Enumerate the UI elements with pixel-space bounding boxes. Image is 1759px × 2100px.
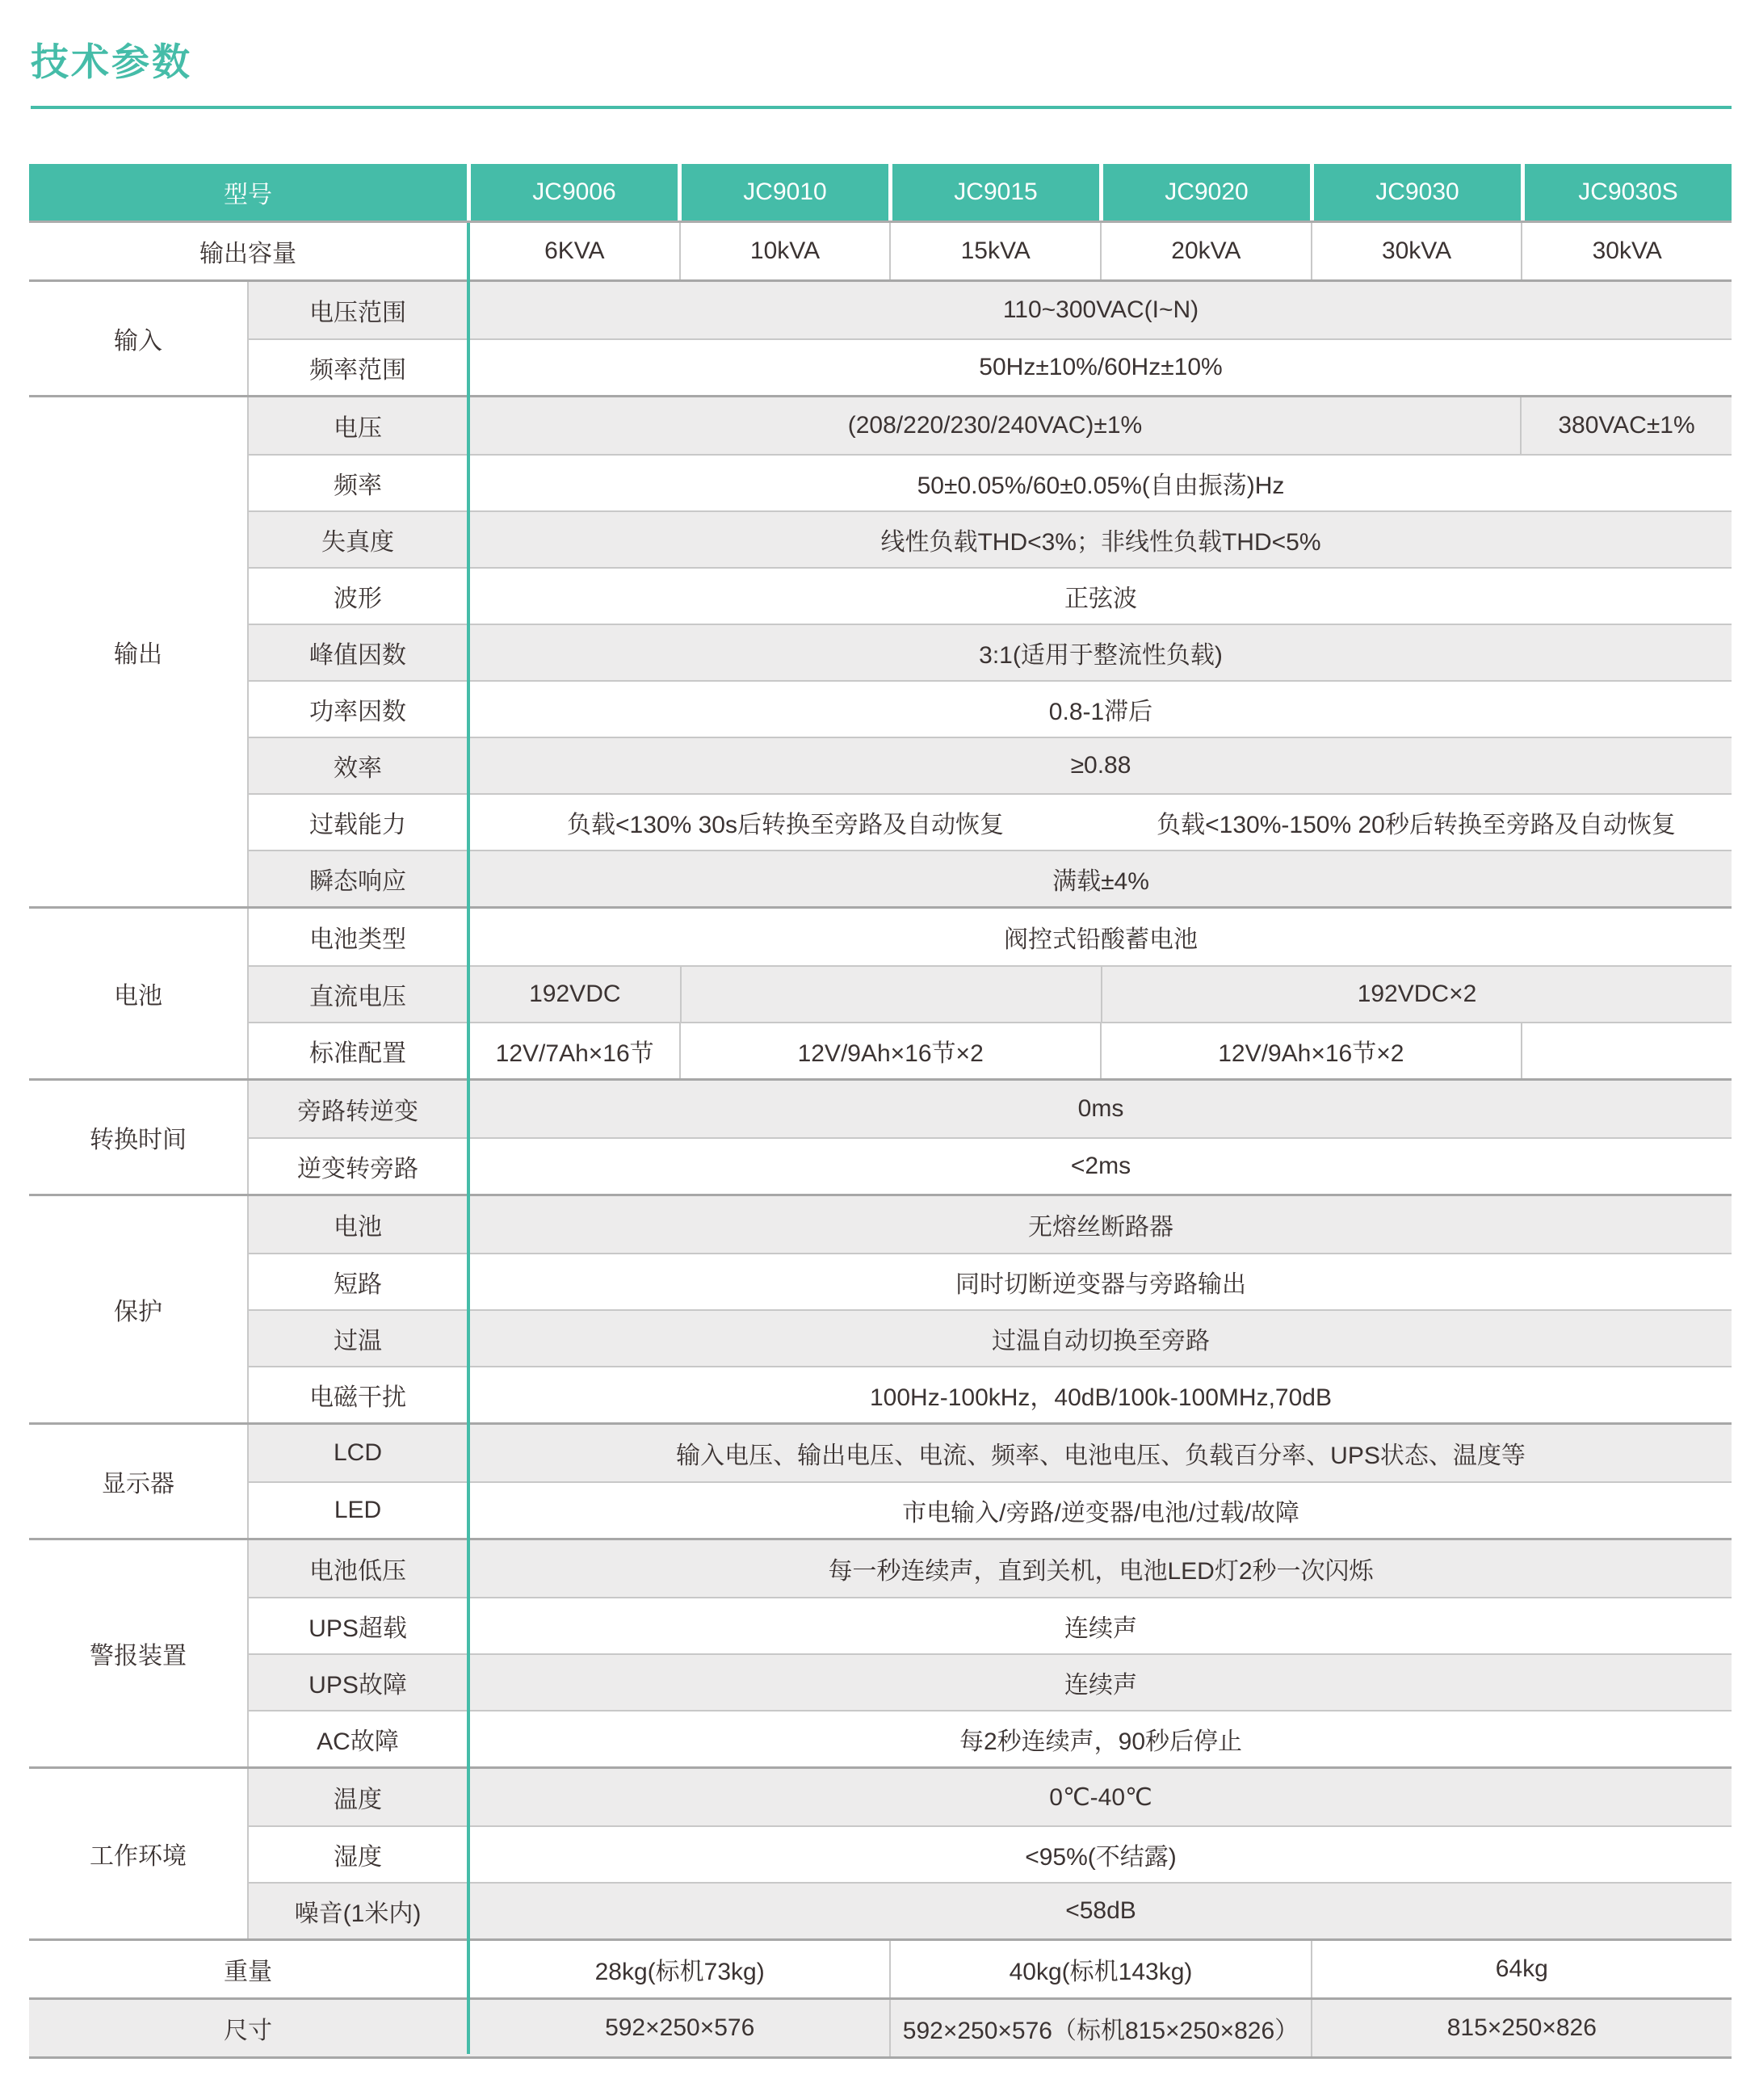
row-weight xyxy=(29,1938,1732,1997)
row-label: LCD xyxy=(333,1439,382,1466)
row-output-frequency xyxy=(249,454,1732,510)
row-alarm-ups-overload xyxy=(249,1597,1732,1653)
spec-cell: 过温自动切换至旁路 xyxy=(992,1328,1210,1354)
spec-cell: (208/220/230/240VAC)±1% xyxy=(847,412,1143,439)
row-output-capacity xyxy=(29,223,1732,279)
spec-cell: 0℃-40℃ xyxy=(1049,1783,1152,1811)
spec-cell: 64kg xyxy=(1311,1941,1732,1997)
row-dimensions xyxy=(29,1997,1732,2056)
row-display-led xyxy=(249,1481,1732,1538)
group-label: 电池 xyxy=(29,909,247,1078)
spec-cell: 20kVA xyxy=(1100,223,1311,279)
row-alarm-ac-fault xyxy=(249,1710,1732,1766)
row-env-humidity xyxy=(249,1825,1732,1882)
group-display xyxy=(29,1422,1732,1538)
spec-cell: 815×250×826 xyxy=(1311,2000,1732,2056)
group-alarm xyxy=(29,1538,1732,1766)
spec-cell: 12V/9Ah×16节×2 xyxy=(1100,1023,1521,1078)
row-label: 电池低压 xyxy=(309,1558,406,1585)
spec-cell: 连续声 xyxy=(1064,1672,1137,1699)
spec-cell: 50±0.05%/60±0.05%(自由振荡)Hz xyxy=(917,472,1285,499)
row-protection-short-circuit xyxy=(249,1253,1732,1309)
header-model-label: 型号 xyxy=(29,164,467,220)
spec-cell: 6KVA xyxy=(544,237,605,264)
spec-cell: 15kVA xyxy=(889,223,1100,279)
row-label: 波形 xyxy=(334,586,382,612)
row-label: AC故障 xyxy=(317,1728,399,1755)
header-cell-jc9010: JC9010 xyxy=(678,164,888,220)
row-label: 短路 xyxy=(334,1271,382,1298)
spec-cell: 30kVA xyxy=(1311,223,1522,279)
spec-cell-empty xyxy=(680,967,1101,1022)
row-env-noise xyxy=(249,1882,1732,1938)
row-label: 尺寸 xyxy=(224,2018,272,2044)
spec-cell: 每一秒连续声，直到关机，电池LED灯2秒一次闪烁 xyxy=(828,1558,1374,1585)
row-output-power-factor xyxy=(249,680,1732,737)
spec-cell: 市电输入/旁路/逆变器/电池/过载/故障 xyxy=(902,1500,1299,1527)
spec-cell: 负载<130%-150% 20秒后转换至旁路及自动恢复 xyxy=(1157,812,1676,838)
spec-cell: 输入电压、输出电压、电流、频率、电池电压、负载百分率、UPS状态、温度等 xyxy=(676,1443,1526,1469)
spec-cell: 每2秒连续声，90秒后停止 xyxy=(959,1728,1243,1755)
row-label: 输出容量 xyxy=(199,241,296,267)
spec-cell: 12V/7Ah×16节 xyxy=(495,1040,654,1067)
spec-cell-empty xyxy=(1521,1023,1732,1078)
row-label: 失真度 xyxy=(321,529,394,556)
row-battery-dc-voltage xyxy=(249,965,1732,1022)
row-output-overload xyxy=(249,793,1732,850)
row-label: 电池 xyxy=(334,1214,382,1241)
row-label: 湿度 xyxy=(334,1844,382,1871)
header-cell-jc9030: JC9030 xyxy=(1310,164,1521,220)
spec-cell: 28kg(标机73kg) xyxy=(594,1959,765,1985)
row-label: 峰值因数 xyxy=(309,642,406,669)
spec-cell: 50Hz±10%/60Hz±10% xyxy=(979,354,1223,380)
row-output-crest-factor xyxy=(249,624,1732,680)
spec-cell: 连续声 xyxy=(1064,1615,1137,1642)
group-transfer-time xyxy=(29,1078,1732,1194)
row-label: 过温 xyxy=(334,1328,382,1354)
header-cell-jc9015: JC9015 xyxy=(888,164,1099,220)
row-label: 直流电压 xyxy=(309,984,406,1010)
row-label: LED xyxy=(334,1497,382,1523)
spec-cell: 40kg(标机143kg) xyxy=(889,1941,1310,1997)
spec-cell: 592×250×576 xyxy=(605,2014,755,2041)
row-display-lcd xyxy=(249,1425,1732,1481)
row-env-temperature xyxy=(249,1769,1732,1825)
row-label: 标准配置 xyxy=(309,1040,406,1067)
row-label: 频率范围 xyxy=(309,357,406,384)
row-label: 旁路转逆变 xyxy=(297,1098,418,1125)
row-input-voltage-range xyxy=(249,282,1732,338)
spec-cell: <2ms xyxy=(1070,1153,1131,1179)
row-label: UPS超载 xyxy=(309,1615,407,1642)
capacity-cells xyxy=(470,223,1732,279)
spec-cell: 380VAC±1% xyxy=(1520,397,1732,454)
spec-cell: 正弦波 xyxy=(1064,586,1137,612)
row-label: UPS故障 xyxy=(309,1672,407,1699)
spec-cell: 同时切断逆变器与旁路输出 xyxy=(955,1271,1246,1298)
spec-cell: ≥0.88 xyxy=(1070,752,1131,779)
row-label: 电池类型 xyxy=(309,926,406,953)
row-label: 效率 xyxy=(334,755,382,782)
page-title: 技术参数 xyxy=(31,40,192,83)
header-cell-jc9006: JC9006 xyxy=(467,164,678,220)
spec-cell: 线性负载THD<3%；非线性负载THD<5% xyxy=(880,529,1321,556)
row-battery-standard-config xyxy=(249,1022,1732,1078)
row-output-distortion xyxy=(249,510,1732,567)
group-output xyxy=(29,395,1732,906)
spec-cell: 592×250×576（标机815×250×826） xyxy=(889,2000,1310,2056)
spec-cell: 3:1(适用于整流性负载) xyxy=(979,642,1223,669)
spec-cell: 0ms xyxy=(1077,1095,1124,1122)
spec-cell: 100Hz-100kHz，40dB/100k-100MHz,70dB xyxy=(870,1384,1332,1411)
row-label: 功率因数 xyxy=(309,699,406,725)
row-output-voltage xyxy=(249,397,1732,454)
group-battery xyxy=(29,906,1732,1078)
spec-cell: 无熔丝断路器 xyxy=(1028,1214,1173,1241)
row-inverter-to-bypass xyxy=(249,1137,1732,1194)
spec-table xyxy=(29,164,1732,2059)
row-protection-battery xyxy=(249,1196,1732,1253)
header-cell-jc9030s: JC9030S xyxy=(1521,164,1732,220)
group-label: 保护 xyxy=(29,1196,247,1422)
row-bypass-to-inverter xyxy=(249,1081,1732,1137)
label-data-divider xyxy=(467,223,470,2054)
title-underline xyxy=(31,106,1732,109)
group-label: 输入 xyxy=(29,282,247,395)
spec-cell: 满载±4% xyxy=(1052,868,1149,895)
row-label: 逆变转旁路 xyxy=(297,1156,418,1182)
row-protection-emi xyxy=(249,1366,1732,1422)
row-label: 电磁干扰 xyxy=(309,1384,406,1411)
row-output-efficiency xyxy=(249,737,1732,793)
row-label: 频率 xyxy=(334,472,382,499)
row-output-transient xyxy=(249,850,1732,906)
row-label: 重量 xyxy=(224,1959,272,1985)
group-label: 显示器 xyxy=(29,1425,247,1538)
group-input xyxy=(29,279,1732,395)
row-output-waveform xyxy=(249,567,1732,624)
group-label: 工作环境 xyxy=(29,1769,247,1938)
row-label: 电压 xyxy=(334,415,382,442)
spec-cell: 192VDC×2 xyxy=(1101,967,1732,1022)
table-header-row xyxy=(29,164,1732,223)
row-label: 电压范围 xyxy=(309,300,406,326)
group-label: 转换时间 xyxy=(29,1081,247,1194)
spec-cell: 30kVA xyxy=(1521,223,1732,279)
row-label: 过载能力 xyxy=(309,812,406,838)
spec-cell: 负载<130% 30s后转换至旁路及自动恢复 xyxy=(567,812,1004,838)
header-cell-jc9020: JC9020 xyxy=(1099,164,1310,220)
spec-cell: 110~300VAC(I~N) xyxy=(1002,296,1199,323)
group-label: 输出 xyxy=(29,397,247,906)
row-label: 温度 xyxy=(334,1787,382,1813)
row-alarm-ups-fault xyxy=(249,1653,1732,1710)
group-label: 警报装置 xyxy=(29,1540,247,1766)
spec-cell: 0.8-1滞后 xyxy=(1048,699,1153,725)
group-environment xyxy=(29,1766,1732,1938)
spec-cell: 12V/9Ah×16节×2 xyxy=(679,1023,1100,1078)
row-battery-type xyxy=(249,909,1732,965)
spec-cell: 192VDC xyxy=(529,981,621,1007)
row-protection-over-temp xyxy=(249,1309,1732,1366)
spec-cell: <95%(不结露) xyxy=(1025,1844,1177,1871)
group-protection xyxy=(29,1194,1732,1422)
row-input-frequency-range xyxy=(249,338,1732,395)
row-label: 噪音(1米内) xyxy=(294,1900,422,1927)
row-alarm-battery-low xyxy=(249,1540,1732,1597)
spec-cell: 阀控式铅酸蓄电池 xyxy=(1004,926,1198,953)
spec-cell: 10kVA xyxy=(679,223,890,279)
row-label: 瞬态响应 xyxy=(309,868,406,895)
spec-cell: <58dB xyxy=(1065,1897,1136,1924)
